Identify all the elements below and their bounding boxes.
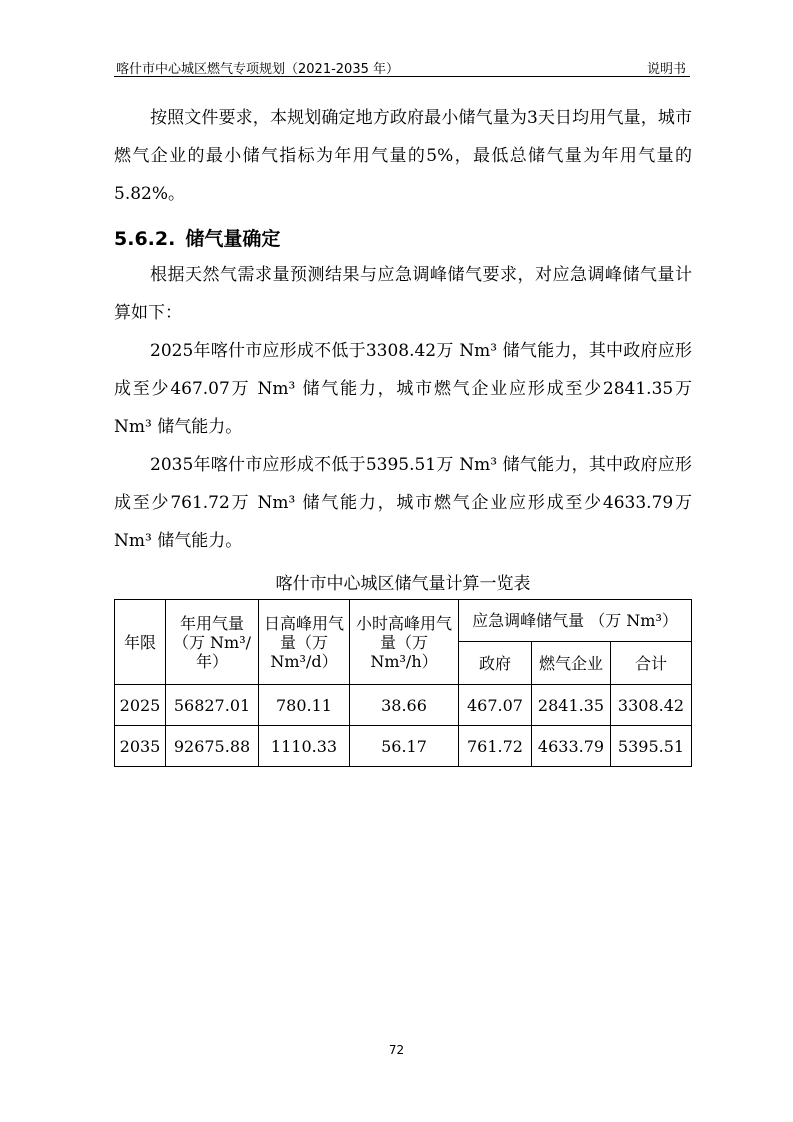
cell-hourly-peak: 56.17 bbox=[350, 726, 459, 767]
paragraph-block-2 bbox=[114, 256, 692, 560]
cell-daily-peak: 780.11 bbox=[259, 685, 350, 726]
cell-year: 2025 bbox=[115, 685, 166, 726]
header-enterprise: 燃气企业 bbox=[532, 642, 611, 685]
document-title: 喀什市中心城区燃气专项规划（2021-2035 年） bbox=[116, 62, 399, 77]
section-heading bbox=[114, 224, 280, 251]
table-row bbox=[115, 685, 692, 726]
header-hourly-peak: 小时高峰用气量（万 Nm³/h） bbox=[350, 600, 459, 685]
paragraph-storage-requirement: 按照文件要求，本规划确定地方政府最小储气量为3天日均用气量，城市燃气企业的最小储气指标为年用气量的5%，最低总储气量为年用气量的5.82%。 bbox=[114, 108, 692, 204]
page-number: 72 bbox=[388, 1043, 405, 1057]
cell-daily-peak: 1110.33 bbox=[259, 726, 350, 767]
paragraph-intro: 根据天然气需求量预测结果与应急调峰储气要求，对应急调峰储气量计算如下： bbox=[114, 265, 692, 323]
paragraph-2035: 2035年喀什市应形成不低于5395.51万 Nm³ 储气能力，其中政府应形成至少761.72万 Nm³ 储气能力，城市燃气企业应形成至少4633.79万 Nm³ 储气能力。 bbox=[114, 455, 692, 551]
cell-total: 5395.51 bbox=[611, 726, 692, 767]
table-caption: 喀什市中心城区储气量计算一览表 bbox=[275, 574, 531, 594]
section-label: 说明书 bbox=[646, 62, 686, 77]
cell-total: 3308.42 bbox=[611, 685, 692, 726]
cell-annual: 92675.88 bbox=[166, 726, 259, 767]
cell-annual: 56827.01 bbox=[166, 685, 259, 726]
header-year: 年限 bbox=[115, 600, 166, 685]
header-annual: 年用气量（万 Nm³/年） bbox=[166, 600, 259, 685]
cell-enterprise: 4633.79 bbox=[532, 726, 611, 767]
cell-hourly-peak: 38.66 bbox=[350, 685, 459, 726]
section-title: 储气量确定 bbox=[185, 228, 281, 250]
cell-enterprise: 2841.35 bbox=[532, 685, 611, 726]
table-header-row bbox=[115, 600, 692, 642]
header-emergency: 应急调峰储气量 （万 Nm³） bbox=[459, 600, 692, 642]
page-header bbox=[114, 56, 690, 77]
paragraph-2025: 2025年喀什市应形成不低于3308.42万 Nm³ 储气能力，其中政府应形成至少467.07万 Nm³ 储气能力，城市燃气企业应形成至少2841.35万 Nm³ 储气能力。 bbox=[114, 341, 692, 437]
header-daily-peak: 日高峰用气量（万 Nm³/d） bbox=[259, 600, 350, 685]
cell-gov: 761.72 bbox=[459, 726, 532, 767]
storage-calculation-table bbox=[114, 599, 692, 767]
section-number: 5.6.2. bbox=[114, 228, 176, 250]
cell-year: 2035 bbox=[115, 726, 166, 767]
table-row bbox=[115, 726, 692, 767]
header-total: 合计 bbox=[611, 642, 692, 685]
cell-gov: 467.07 bbox=[459, 685, 532, 726]
paragraph-block-1 bbox=[114, 99, 692, 213]
header-gov: 政府 bbox=[459, 642, 532, 685]
